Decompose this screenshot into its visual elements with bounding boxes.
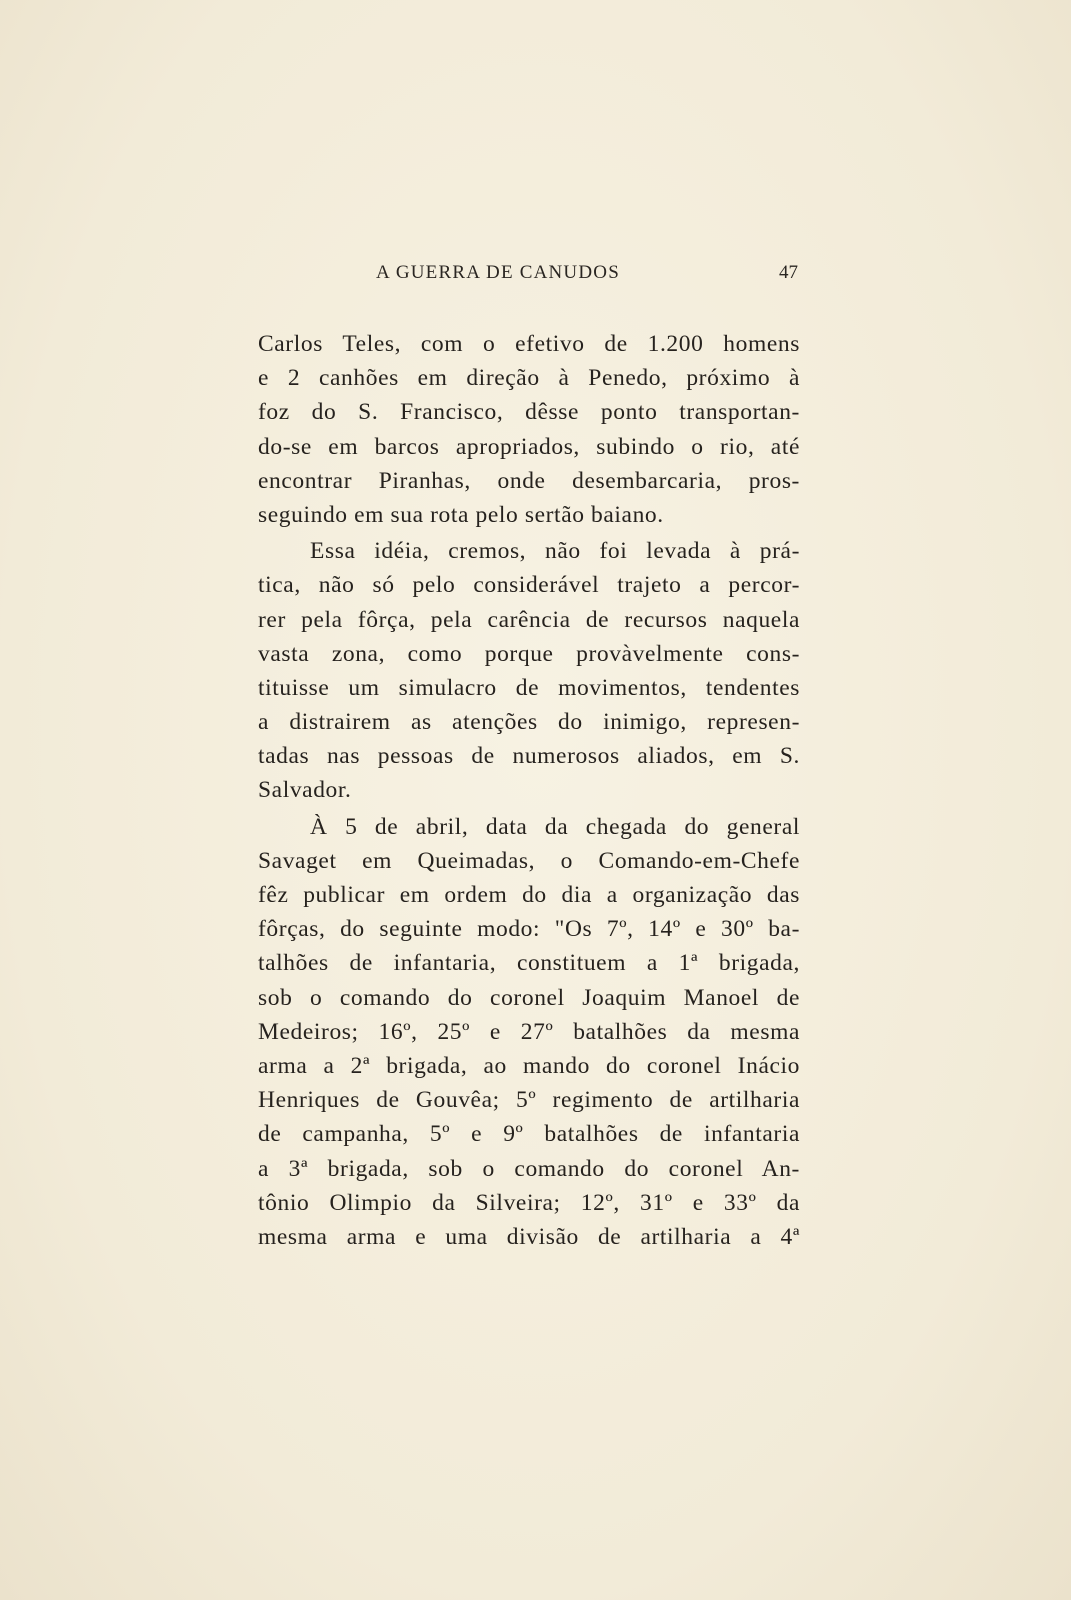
text-line: mesma arma e uma divisão de artilharia a 4ª — [258, 1223, 800, 1250]
page-number: 47 — [779, 262, 798, 283]
body-text — [258, 327, 800, 1254]
running-header — [250, 262, 798, 290]
paragraph-1 — [258, 327, 800, 532]
text-line: fêz publicar em ordem do dia a organização das — [258, 882, 800, 908]
text-line: tônio Olimpio da Silveira; 12º, 31º e 33º da — [258, 1189, 800, 1216]
running-title: A GUERRA DE CANUDOS — [376, 262, 620, 283]
text-line: Salvador. — [258, 777, 352, 804]
text-line: a distrairem as atenções do inimigo, represen- — [258, 709, 800, 736]
text-line: de campanha, 5º e 9º batalhões de infantaria — [258, 1121, 800, 1148]
text-line: seguindo em sua rota pelo sertão baiano. — [258, 501, 664, 528]
text-line: tica, não só pelo considerável trajeto a percor- — [258, 572, 800, 599]
text-line: Medeiros; 16º, 25º e 27º batalhões da mesma — [258, 1018, 800, 1045]
paragraph-2 — [258, 534, 800, 808]
text-line: tadas nas pessoas de numerosos aliados, em S. — [258, 743, 800, 770]
text-line: a 3ª brigada, sob o comando do coronel An- — [258, 1155, 800, 1182]
text-line: Carlos Teles, com o efetivo de 1.200 homens — [258, 331, 800, 357]
text-line: À 5 de abril, data da chegada do general — [310, 813, 800, 840]
text-line: fôrças, do seguinte modo: "Os 7º, 14º e 30º ba- — [258, 916, 800, 943]
text-line: e 2 canhões em direção à Penedo, próximo à — [258, 365, 800, 392]
text-line: Savaget em Queimadas, o Comando-em-Chefe — [258, 847, 800, 874]
text-line: vasta zona, como porque provàvelmente cons- — [258, 640, 800, 667]
text-line: talhões de infantaria, constituem a 1ª brigada, — [258, 950, 800, 977]
text-line: foz do S. Francisco, dêsse ponto transportan- — [258, 399, 800, 426]
text-line: rer pela fôrça, pela carência de recursos naquela — [258, 606, 800, 633]
text-line: arma a 2ª brigada, ao mando do coronel Inácio — [258, 1052, 800, 1079]
text-line: tituisse um simulacro de movimentos, tendentes — [258, 674, 800, 701]
text-line: Henriques de Gouvêa; 5º regimento de artilharia — [258, 1087, 800, 1114]
text-line: encontrar Piranhas, onde desembarcaria, pros- — [258, 467, 800, 494]
text-line: sob o comando do coronel Joaquim Manoel de — [258, 984, 800, 1011]
text-line: do-se em barcos apropriados, subindo o rio, até — [258, 433, 800, 460]
paragraph-3 — [258, 810, 800, 1254]
text-line: Essa idéia, cremos, não foi levada à prá- — [310, 538, 800, 565]
